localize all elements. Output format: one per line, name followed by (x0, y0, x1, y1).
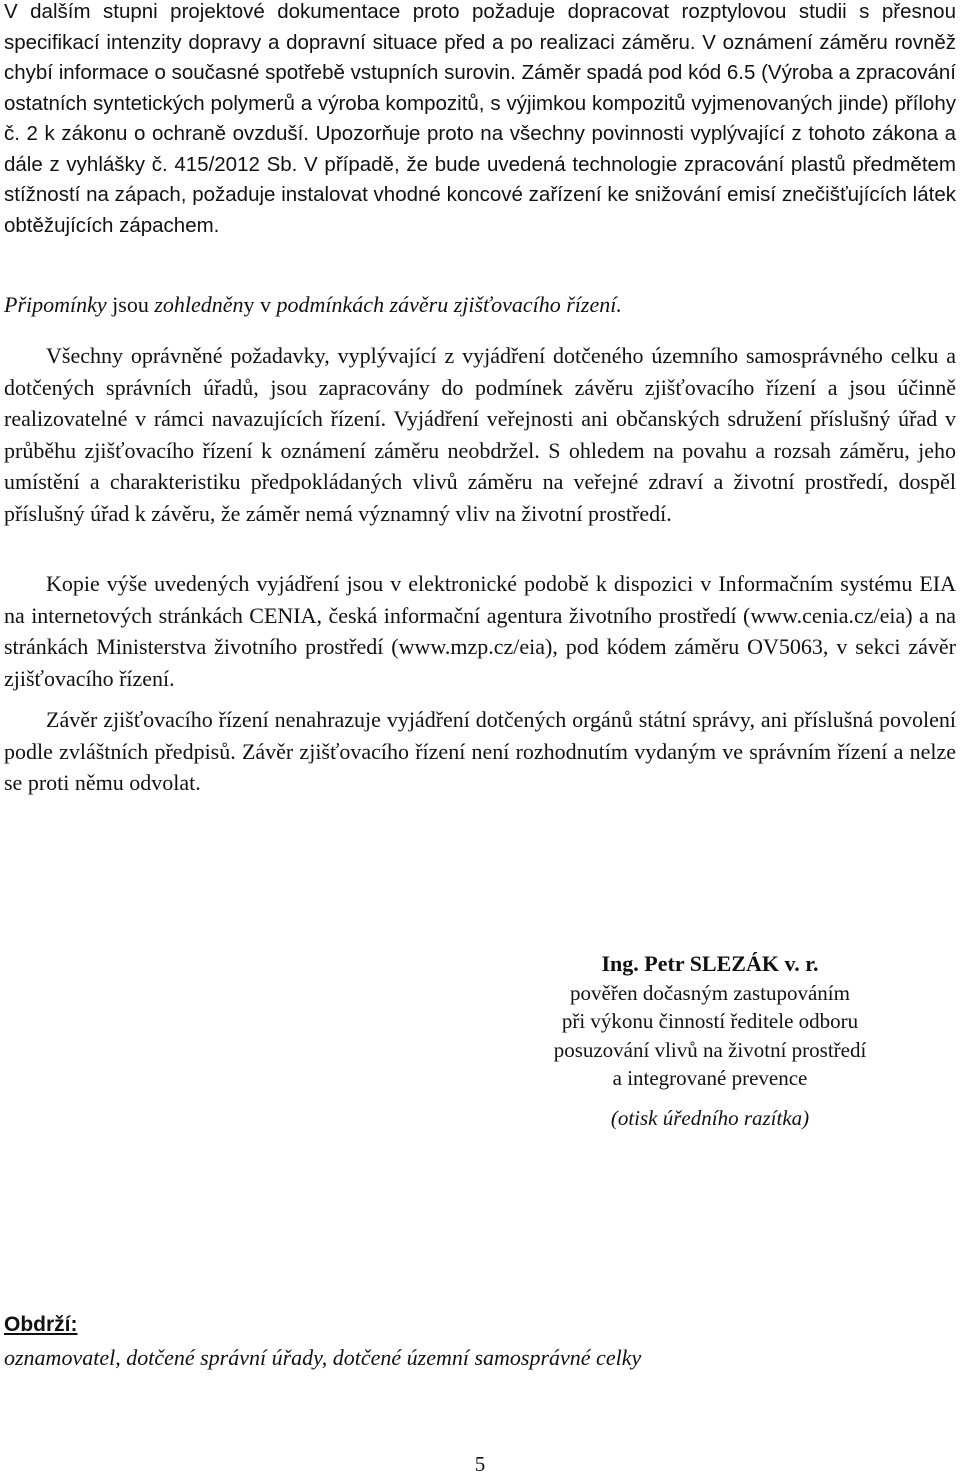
note-part-5: podmínkách závěru zjišťovacího řízení. (276, 292, 622, 317)
note-part-3: zohledněn (154, 292, 244, 317)
note-part-4: y v (243, 292, 277, 317)
signatory-role-line-1: pověřen dočasným zastupováním (570, 980, 850, 1005)
paragraph-traffic-study: V dalším stupni projektové dokumentace proto požaduje dopracovat rozptylovou studii s přesnou specifikací intenzity dopravy a dopravní situace před a po realizaci záměru. V oznámení záměru rovněž chybí informace o současné spotřebě vstupních surovin. Záměr spadá pod kód 6.5 (Výroba a zpracování ostatních syntetických polymerů a výroba kompozitů, s výjimkou kompozitů vyjmenovaných jinde) přílohy č. 2 k zákonu o ochraně ovzduší. Upozorňuje proto na všechny povinnosti vyplývající z tohoto zákona a dále z vyhlášky č. 415/2012 Sb. V případě, že bude uvedená technologie zpracování plastů předmětem stížností na zápach, požaduje instalovat vhodné koncové zařízení ke snižování emisí znečišťujících látek obtěžujících zápachem. (4, 0, 956, 237)
signatory-role-line-3: posuzování vlivů na životní prostředí (553, 1037, 867, 1062)
note-comments-considered (4, 289, 956, 321)
stamp-note: (otisk úředního razítka) (610, 1105, 810, 1130)
paragraph-requirements: Všechny oprávněné požadavky, vyplývající z vyjádření dotčeného územního samosprávného celku a dotčených správních úřadů, jsou zapracovány do podmínek závěru zjišťovacího řízení a jsou účinně realizovatelné v rámci navazujících řízení. Vyjádření veřejnosti ani občanských sdružení příslušný úřad v průběhu zjišťovacího řízení k oznámení záměru neobdržel. S ohledem na povahu a rozsah záměru, jeho umístění a charakteristiku předpokládaných vlivů záměru na veřejné zdraví a životní prostředí, dospěl příslušný úřad k závěru, že záměr nemá významný vliv na životní prostředí. (4, 343, 956, 526)
note-part-2: jsou (106, 292, 155, 317)
signatory-name: Ing. Petr SLEZÁK v. r. (601, 951, 819, 976)
note-part-1: Připomínky (4, 292, 107, 317)
recipients-list: oznamovatel, dotčené správní úřady, dotčené územní samosprávné celky (4, 1345, 642, 1370)
recipients-heading: Obdrží: (4, 1313, 78, 1336)
signatory-role-line-4: a integrované prevence (612, 1066, 808, 1090)
signatory-role-line-2: při výkonu činností ředitele odboru (561, 1009, 859, 1033)
page-number: 5 (474, 1452, 486, 1476)
paragraph-conclusion: Závěr zjišťovacího řízení nenahrazuje vyjádření dotčených orgánů státní správy, ani příslušná povolení podle zvláštních předpisů. Závěr zjišťovacího řízení není rozhodnutím vydaným ve správním řízení a nelze se proti němu odvolat. (4, 707, 956, 795)
signature-block (500, 950, 920, 1132)
paragraph-copies: Kopie výše uvedených vyjádření jsou v elektronické podobě k dispozici v Informačním systému EIA na internetových stránkách CENIA, česká informační agentura životního prostředí (www.cenia.cz/eia) a na stránkách Ministerstva životního prostředí (www.mzp.cz/eia), pod kódem záměru OV5063, v sekci závěr zjišťovacího řízení. (4, 571, 956, 691)
